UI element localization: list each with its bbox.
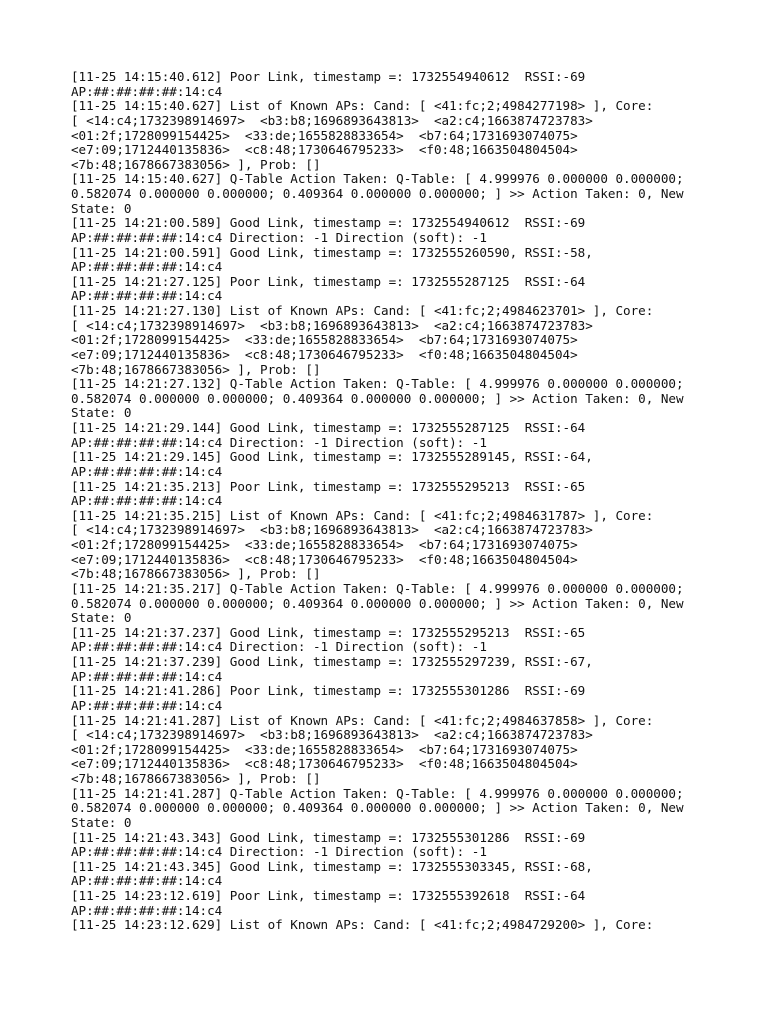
log-line: [ <14:c4;1732398914697> <b3:b8;1696893643813> <a2:c4;1663874723783> [71,727,593,743]
log-line: [ <14:c4;1732398914697> <b3:b8;1696893643813> <a2:c4;1663874723783> [71,112,593,128]
log-line: 0.582074 0.000000 0.000000; 0.409364 0.000000 0.000000; ] >> Action Taken: 0, New [71,595,684,611]
log-line: <7b:48;1678667383056> ], Prob: [] [71,361,321,377]
log-line: [11-25 14:21:27.130] List of Known APs: Cand: [ <41:fc;2;4984623701> ], Core: [71,303,654,318]
log-line: [11-25 14:21:27.132] Q-Table Action Taken: Q-Table: [ 4.999976 0.000000 0.000000; [71,376,684,392]
log-line: <01:2f;1728099154425> <33:de;1655828833654> <b7:64;1731693074075> [71,332,578,348]
log-line: [11-25 14:21:37.239] Good Link, timestamp =: 1732555297239, RSSI:-67, [71,654,593,669]
log-line: [11-25 14:21:29.145] Good Link, timestamp =: 1732555289145, RSSI:-64, [71,449,593,465]
log-line: <7b:48;1678667383056> ], Prob: [] [71,771,321,786]
log-line: [11-25 14:23:12.619] Poor Link, timestamp =: 1732555392618 RSSI:-64 [71,888,586,903]
log-line: [11-25 14:21:35.213] Poor Link, timestamp =: 1732555295213 RSSI:-65 [71,478,586,494]
log-line: <e7:09;1712440135836> <c8:48;1730646795233> <f0:48;1663504804504> [71,551,578,567]
log-line: AP:##:##:##:##:14:c4 [71,873,223,889]
log-line: AP:##:##:##:##:14:c4 Direction: -1 Direction (soft): -1 [71,844,487,860]
log-line: [11-25 14:21:43.345] Good Link, timestamp =: 1732555303345, RSSI:-68, [71,858,593,874]
log-line: AP:##:##:##:##:14:c4 [71,668,223,684]
log-line: <01:2f;1728099154425> <33:de;1655828833654> <b7:64;1731693074075> [71,741,578,757]
log-line: <7b:48;1678667383056> ], Prob: [] [71,156,321,172]
log-line: [11-25 14:15:40.612] Poor Link, timestamp =: 1732554940612 RSSI:-69 [71,69,586,84]
log-line: AP:##:##:##:##:14:c4 [71,288,223,304]
log-line: AP:##:##:##:##:14:c4 Direction: -1 Direction (soft): -1 [71,639,487,655]
log-line: [11-25 14:15:40.627] List of Known APs: Cand: [ <41:fc;2;4984277198> ], Core: [71,98,654,114]
log-line: AP:##:##:##:##:14:c4 Direction: -1 Direction (soft): -1 [71,229,487,245]
log-line: [11-25 14:21:37.237] Good Link, timestamp =: 1732555295213 RSSI:-65 [71,624,586,640]
log-line: [11-25 14:15:40.627] Q-Table Action Taken: Q-Table: [ 4.999976 0.000000 0.000000; [71,171,684,187]
log-line: [11-25 14:21:43.343] Good Link, timestamp =: 1732555301286 RSSI:-69 [71,829,586,845]
log-line: [11-25 14:21:41.287] Q-Table Action Taken: Q-Table: [ 4.999976 0.000000 0.000000; [71,785,684,801]
log-line: [11-25 14:21:41.286] Poor Link, timestamp =: 1732555301286 RSSI:-69 [71,683,586,699]
log-line: [11-25 14:23:12.629] List of Known APs: Cand: [ <41:fc;2;4984729200> ], Core: [71,917,654,933]
log-line: AP:##:##:##:##:14:c4 [71,259,223,275]
log-line: [ <14:c4;1732398914697> <b3:b8;1696893643813> <a2:c4;1663874723783> [71,317,593,333]
log-line: [11-25 14:21:29.144] Good Link, timestamp =: 1732555287125 RSSI:-64 [71,420,586,435]
log-line: AP:##:##:##:##:14:c4 [71,83,223,99]
log-line: [11-25 14:21:00.589] Good Link, timestamp =: 1732554940612 RSSI:-69 [71,215,586,231]
log-line: 0.582074 0.000000 0.000000; 0.409364 0.000000 0.000000; ] >> Action Taken: 0, New [71,186,684,201]
log-line: <e7:09;1712440135836> <c8:48;1730646795233> <f0:48;1663504804504> [71,756,578,772]
log-line: <e7:09;1712440135836> <c8:48;1730646795233> <f0:48;1663504804504> [71,346,578,362]
log-line: [11-25 14:21:27.125] Poor Link, timestamp =: 1732555287125 RSSI:-64 [71,273,586,289]
log-text-block [71,70,711,933]
log-line: 0.582074 0.000000 0.000000; 0.409364 0.000000 0.000000; ] >> Action Taken: 0, New [71,800,684,816]
log-line: State: 0 [71,405,132,421]
log-line: [11-25 14:21:00.591] Good Link, timestamp =: 1732555260590, RSSI:-58, [71,244,593,260]
log-line: <01:2f;1728099154425> <33:de;1655828833654> <b7:64;1731693074075> [71,537,578,552]
log-line: <7b:48;1678667383056> ], Prob: [] [71,566,321,582]
log-line: AP:##:##:##:##:14:c4 [71,463,223,479]
log-line: AP:##:##:##:##:14:c4 Direction: -1 Direction (soft): -1 [71,434,487,450]
log-line: [11-25 14:21:41.287] List of Known APs: Cand: [ <41:fc;2;4984637858> ], Core: [71,712,654,728]
log-line: 0.582074 0.000000 0.000000; 0.409364 0.000000 0.000000; ] >> Action Taken: 0, New [71,390,684,406]
log-line: [11-25 14:21:35.217] Q-Table Action Taken: Q-Table: [ 4.999976 0.000000 0.000000; [71,580,684,596]
log-line: AP:##:##:##:##:14:c4 [71,902,223,918]
log-line: [11-25 14:21:35.215] List of Known APs: Cand: [ <41:fc;2;4984631787> ], Core: [71,507,654,523]
log-line: <e7:09;1712440135836> <c8:48;1730646795233> <f0:48;1663504804504> [71,142,578,158]
log-line: State: 0 [71,814,132,830]
log-line: State: 0 [71,200,132,216]
log-line: State: 0 [71,610,132,626]
log-line: <01:2f;1728099154425> <33:de;1655828833654> <b7:64;1731693074075> [71,127,578,143]
log-line: [ <14:c4;1732398914697> <b3:b8;1696893643813> <a2:c4;1663874723783> [71,522,593,538]
log-line: AP:##:##:##:##:14:c4 [71,493,223,509]
log-line: AP:##:##:##:##:14:c4 [71,697,223,713]
